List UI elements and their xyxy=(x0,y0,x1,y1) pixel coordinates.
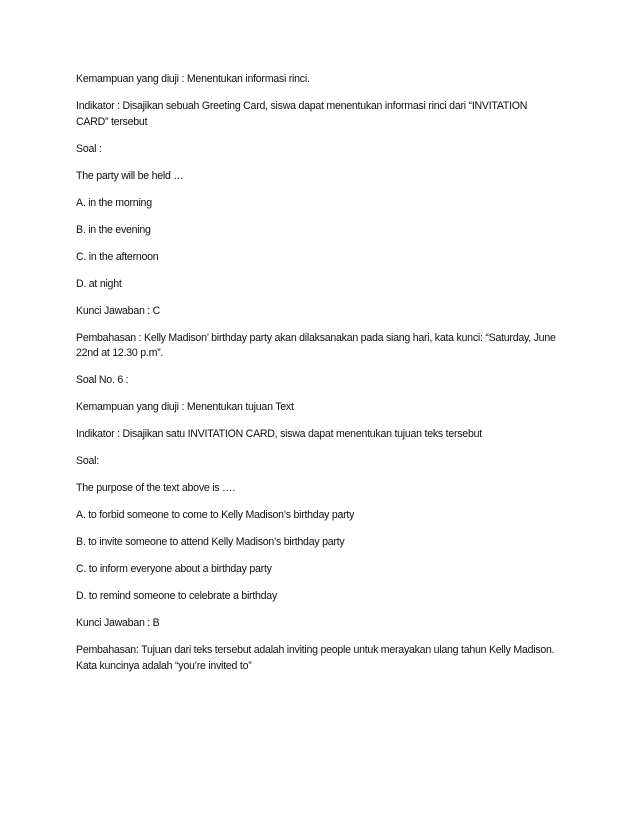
option-c: C. in the afternoon xyxy=(76,250,159,263)
answer-key: Kunci Jawaban : B xyxy=(76,617,160,629)
question-number-heading: Soal No. 6 : xyxy=(76,374,129,386)
option-a: A. to forbid someone to come to Kelly Madison’s birthday party xyxy=(76,509,355,521)
question-text: The purpose of the text above is …. xyxy=(76,482,236,494)
skill-tested-line: Kemampuan yang diuji : Menentukan informasi rinci. xyxy=(76,73,310,85)
option-d: D. at night xyxy=(76,277,122,290)
indicator-line: Indikator : Disajikan satu INVITATION CARD, siswa dapat menentukan tujuan teks tersebut xyxy=(76,428,482,440)
question-heading: Soal : xyxy=(76,142,102,155)
explanation: Pembahasan: Tujuan dari teks tersebut adalah inviting people untuk merayakan ulang tahun Kelly Madison. Kata kuncinya adalah “you’re invited to” xyxy=(76,644,555,672)
indicator-line: Indikator : Disajikan sebuah Greeting Card, siswa dapat menentukan informasi rinci dari “INVITATION CARD” tersebut xyxy=(76,100,528,128)
option-a: A. in the morning xyxy=(76,196,152,209)
explanation: Pembahasan : Kelly Madison’ birthday party akan dilaksanakan pada siang hari, kata kunci: “Saturday, June 22nd at 12.30 p.m”. xyxy=(76,331,556,359)
option-c: C. to inform everyone about a birthday party xyxy=(76,563,272,575)
answer-key: Kunci Jawaban : C xyxy=(76,304,161,317)
option-b: B. in the evening xyxy=(76,223,151,236)
option-b: B. to invite someone to attend Kelly Madison’s birthday party xyxy=(76,536,345,548)
document-page xyxy=(76,72,560,686)
option-d: D. to remind someone to celebrate a birthday xyxy=(76,590,277,602)
question-text: The party will be held … xyxy=(76,169,184,182)
skill-tested-line: Kemampuan yang diuji : Menentukan tujuan Text xyxy=(76,401,294,413)
question-heading: Soal: xyxy=(76,455,99,467)
